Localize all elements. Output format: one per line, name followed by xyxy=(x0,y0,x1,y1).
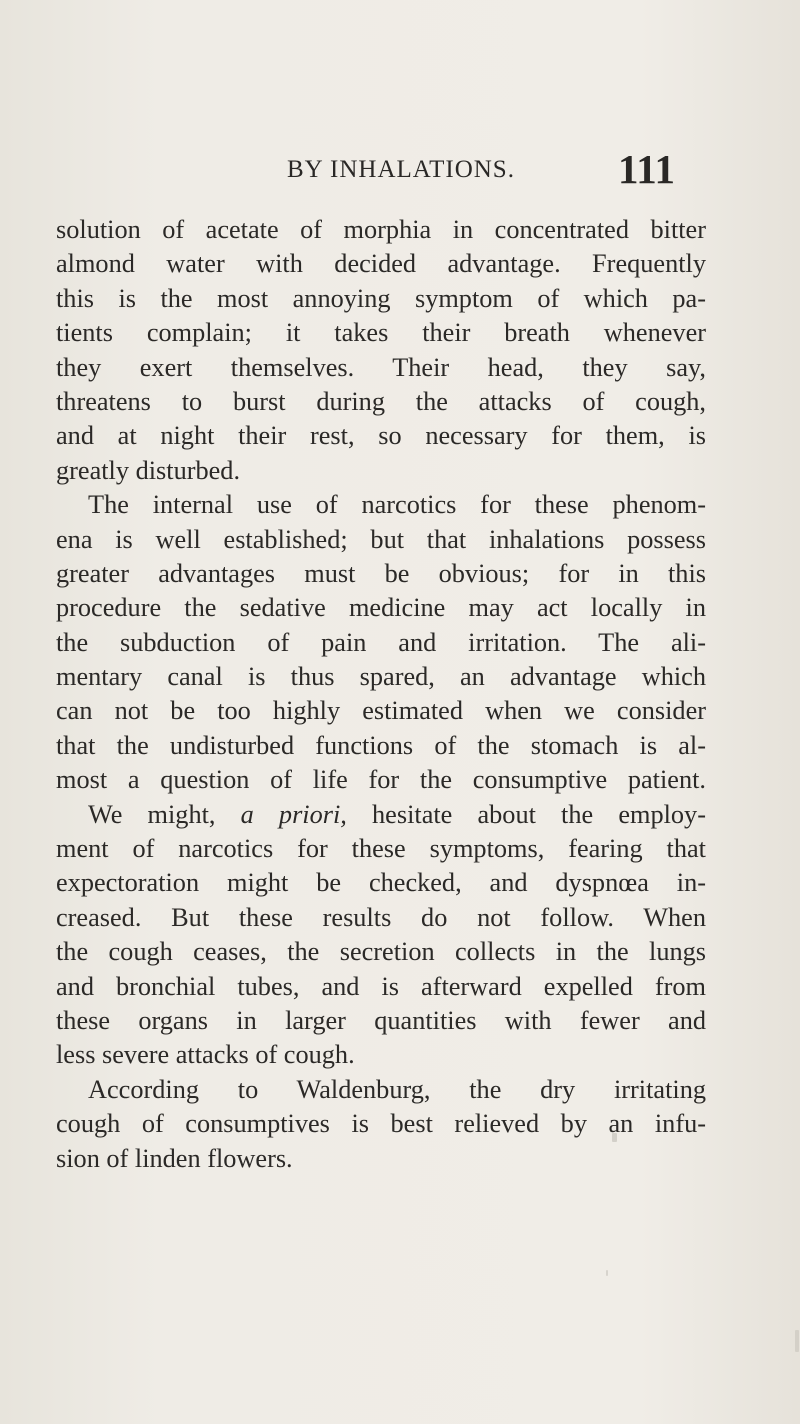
scan-speck xyxy=(612,1133,617,1142)
body-text xyxy=(56,213,706,1176)
text-line: expectoration might be checked, and dyspnœa in- xyxy=(56,868,706,898)
text-line: and at night their rest, so necessary for them, is xyxy=(56,421,706,451)
text-line: they exert themselves. Their head, they say, xyxy=(56,352,706,382)
text-line: these organs in larger quantities with fewer and xyxy=(56,1005,706,1035)
text-line: According to Waldenburg, the dry irritating xyxy=(88,1074,706,1104)
text-line: this is the most annoying symptom of which pa- xyxy=(56,283,706,313)
text-line: that the undisturbed functions of the stomach is al- xyxy=(56,730,706,760)
text-line: greater advantages must be obvious; for in this xyxy=(56,558,706,588)
text-line: ena is well established; but that inhalations possess xyxy=(56,524,706,554)
running-title: BY INHALATIONS. xyxy=(287,156,515,183)
text-line: almond water with decided advantage. Frequently xyxy=(56,249,706,279)
text-line: threatens to burst during the attacks of cough, xyxy=(56,386,706,416)
text-line: procedure the sedative medicine may act locally in xyxy=(56,593,706,623)
text-line: creased. But these results do not follow. When xyxy=(56,902,706,932)
text-line: We might, a priori, hesitate about the employ- xyxy=(88,799,706,829)
text-line: can not be too highly estimated when we consider xyxy=(56,696,706,726)
text-line: less severe attacks of cough. xyxy=(56,1040,355,1070)
text-line: tients complain; it takes their breath whenever xyxy=(56,318,706,348)
text-line: the subduction of pain and irritation. The ali- xyxy=(56,627,706,657)
scan-speck xyxy=(795,1330,799,1352)
text-line: greatly disturbed. xyxy=(56,455,241,485)
text-line: most a question of life for the consumptive patient. xyxy=(56,765,706,795)
running-head xyxy=(0,146,800,192)
text-line: mentary canal is thus spared, an advantage which xyxy=(56,662,706,692)
text-line: the cough ceases, the secretion collects in the lungs xyxy=(56,937,706,967)
text-line: sion of linden flowers. xyxy=(56,1143,293,1173)
text-line: and bronchial tubes, and is afterward expelled from xyxy=(56,971,706,1001)
text-line: solution of acetate of morphia in concentrated bitter xyxy=(56,215,706,244)
text-line: ment of narcotics for these symptoms, fearing that xyxy=(56,834,706,864)
text-line: cough of consumptives is best relieved by an infu- xyxy=(56,1109,706,1139)
scan-speck xyxy=(606,1270,608,1276)
page-number: 111 xyxy=(618,146,675,192)
text-line: The internal use of narcotics for these phenom- xyxy=(88,490,706,520)
